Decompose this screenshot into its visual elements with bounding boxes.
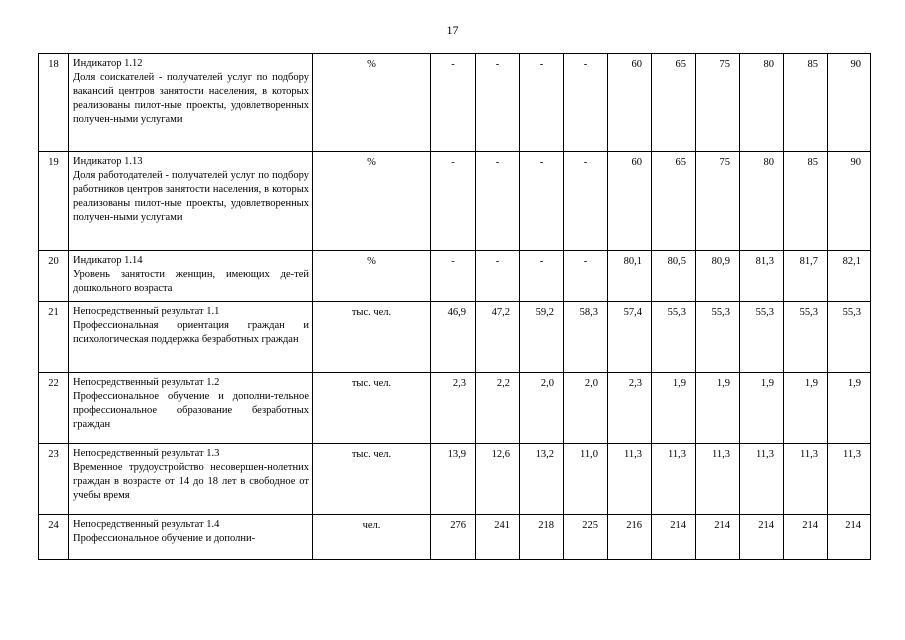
row-value: 12,6 xyxy=(476,444,520,515)
row-value: 11,3 xyxy=(608,444,652,515)
row-value: 46,9 xyxy=(431,302,476,373)
table-row xyxy=(39,251,871,302)
row-value: 55,3 xyxy=(696,302,740,373)
row-name-title: Индикатор 1.12 xyxy=(73,58,143,69)
row-value: 216 xyxy=(608,515,652,560)
row-value: 214 xyxy=(828,515,871,560)
row-value: 11,0 xyxy=(564,444,608,515)
row-name xyxy=(69,302,313,373)
row-value: 214 xyxy=(696,515,740,560)
row-value: 57,4 xyxy=(608,302,652,373)
row-value: 81,7 xyxy=(784,251,828,302)
row-value: 11,3 xyxy=(784,444,828,515)
row-number: 20 xyxy=(39,251,69,302)
row-name-description: Доля соискателей - получателей услуг по подбору вакансий центров занятости населения, в которых реализованы пилот-ные проекты, удовлетворенных получен-ными услугами xyxy=(73,72,309,125)
table-row xyxy=(39,373,871,444)
row-value: - xyxy=(520,152,564,251)
row-value: 90 xyxy=(828,152,871,251)
row-number: 18 xyxy=(39,54,69,152)
row-value: 225 xyxy=(564,515,608,560)
row-value: - xyxy=(564,251,608,302)
row-value: 75 xyxy=(696,54,740,152)
row-value: - xyxy=(431,54,476,152)
row-value: 65 xyxy=(652,152,696,251)
row-value: 47,2 xyxy=(476,302,520,373)
row-name-description: Профессиональное обучение и дополни- xyxy=(73,533,256,544)
row-value: 2,0 xyxy=(520,373,564,444)
row-value: 81,3 xyxy=(740,251,784,302)
row-value: - xyxy=(431,251,476,302)
row-value: 2,3 xyxy=(608,373,652,444)
row-value: 13,9 xyxy=(431,444,476,515)
row-value: 80,5 xyxy=(652,251,696,302)
row-value: - xyxy=(520,54,564,152)
row-number: 21 xyxy=(39,302,69,373)
row-value: 13,2 xyxy=(520,444,564,515)
row-name xyxy=(69,54,313,152)
row-value: 2,2 xyxy=(476,373,520,444)
row-value: 75 xyxy=(696,152,740,251)
row-value: 58,3 xyxy=(564,302,608,373)
row-name xyxy=(69,444,313,515)
row-value: 80 xyxy=(740,152,784,251)
row-value: - xyxy=(476,54,520,152)
row-value: 90 xyxy=(828,54,871,152)
row-value: 214 xyxy=(740,515,784,560)
row-value: 55,3 xyxy=(784,302,828,373)
row-value: 80,1 xyxy=(608,251,652,302)
row-value: - xyxy=(476,152,520,251)
row-value: 2,0 xyxy=(564,373,608,444)
row-name-description: Уровень занятости женщин, имеющих де-тей дошкольного возраста xyxy=(73,269,309,294)
row-number: 22 xyxy=(39,373,69,444)
row-value: 11,3 xyxy=(828,444,871,515)
row-value: 276 xyxy=(431,515,476,560)
row-unit: тыс. чел. xyxy=(313,373,431,444)
row-value: - xyxy=(520,251,564,302)
row-number: 23 xyxy=(39,444,69,515)
row-value: - xyxy=(564,152,608,251)
row-name-title: Непосредственный результат 1.2 xyxy=(73,377,220,388)
row-value: 2,3 xyxy=(431,373,476,444)
row-value: 241 xyxy=(476,515,520,560)
row-value: - xyxy=(431,152,476,251)
row-number: 19 xyxy=(39,152,69,251)
row-value: 60 xyxy=(608,152,652,251)
row-name xyxy=(69,515,313,560)
row-value: 85 xyxy=(784,152,828,251)
row-value: 1,9 xyxy=(828,373,871,444)
row-value: 11,3 xyxy=(652,444,696,515)
row-value: 55,3 xyxy=(740,302,784,373)
row-name-description: Профессиональная ориентация граждан и психологическая поддержка безработных граждан xyxy=(73,320,309,345)
table-row xyxy=(39,152,871,251)
row-unit: чел. xyxy=(313,515,431,560)
row-name-title: Индикатор 1.13 xyxy=(73,156,143,167)
row-value: 55,3 xyxy=(828,302,871,373)
row-name-title: Непосредственный результат 1.4 xyxy=(73,519,220,530)
row-unit: тыс. чел. xyxy=(313,302,431,373)
row-value: 214 xyxy=(784,515,828,560)
row-unit: % xyxy=(313,54,431,152)
row-name xyxy=(69,251,313,302)
row-value: 55,3 xyxy=(652,302,696,373)
row-name-title: Индикатор 1.14 xyxy=(73,255,143,266)
table-row xyxy=(39,302,871,373)
row-value: 59,2 xyxy=(520,302,564,373)
row-name-description: Профессиональное обучение и дополни-тельное профессиональное образование безработных граждан xyxy=(73,391,309,430)
row-name-title: Непосредственный результат 1.1 xyxy=(73,306,220,317)
row-name xyxy=(69,152,313,251)
row-value: 1,9 xyxy=(652,373,696,444)
row-name-title: Непосредственный результат 1.3 xyxy=(73,448,220,459)
row-value: 85 xyxy=(784,54,828,152)
row-value: 82,1 xyxy=(828,251,871,302)
row-value: 214 xyxy=(652,515,696,560)
row-unit: % xyxy=(313,251,431,302)
page-number: 17 xyxy=(446,23,459,37)
indicators-table xyxy=(38,53,871,560)
row-number: 24 xyxy=(39,515,69,560)
row-value: 218 xyxy=(520,515,564,560)
row-unit: % xyxy=(313,152,431,251)
row-value: 80,9 xyxy=(696,251,740,302)
row-value: - xyxy=(564,54,608,152)
row-value: 1,9 xyxy=(740,373,784,444)
row-value: 80 xyxy=(740,54,784,152)
row-unit: тыс. чел. xyxy=(313,444,431,515)
row-value: 1,9 xyxy=(696,373,740,444)
table-row xyxy=(39,444,871,515)
row-value: 11,3 xyxy=(740,444,784,515)
row-value: 1,9 xyxy=(784,373,828,444)
row-value: - xyxy=(476,251,520,302)
row-value: 65 xyxy=(652,54,696,152)
row-value: 60 xyxy=(608,54,652,152)
row-name xyxy=(69,373,313,444)
table-body xyxy=(39,54,871,560)
table-row xyxy=(39,54,871,152)
row-name-description: Доля работодателей - получателей услуг по подбору работников центров занятости населения, в которых реализованы пилот-ные проекты, удовлетворенных получен-ными услугами xyxy=(73,170,309,223)
table-row xyxy=(39,515,871,560)
row-name-description: Временное трудоустройство несовершен-нолетних граждан в возрасте от 14 до 18 лет в свободное от учебы время xyxy=(73,462,309,501)
row-value: 11,3 xyxy=(696,444,740,515)
